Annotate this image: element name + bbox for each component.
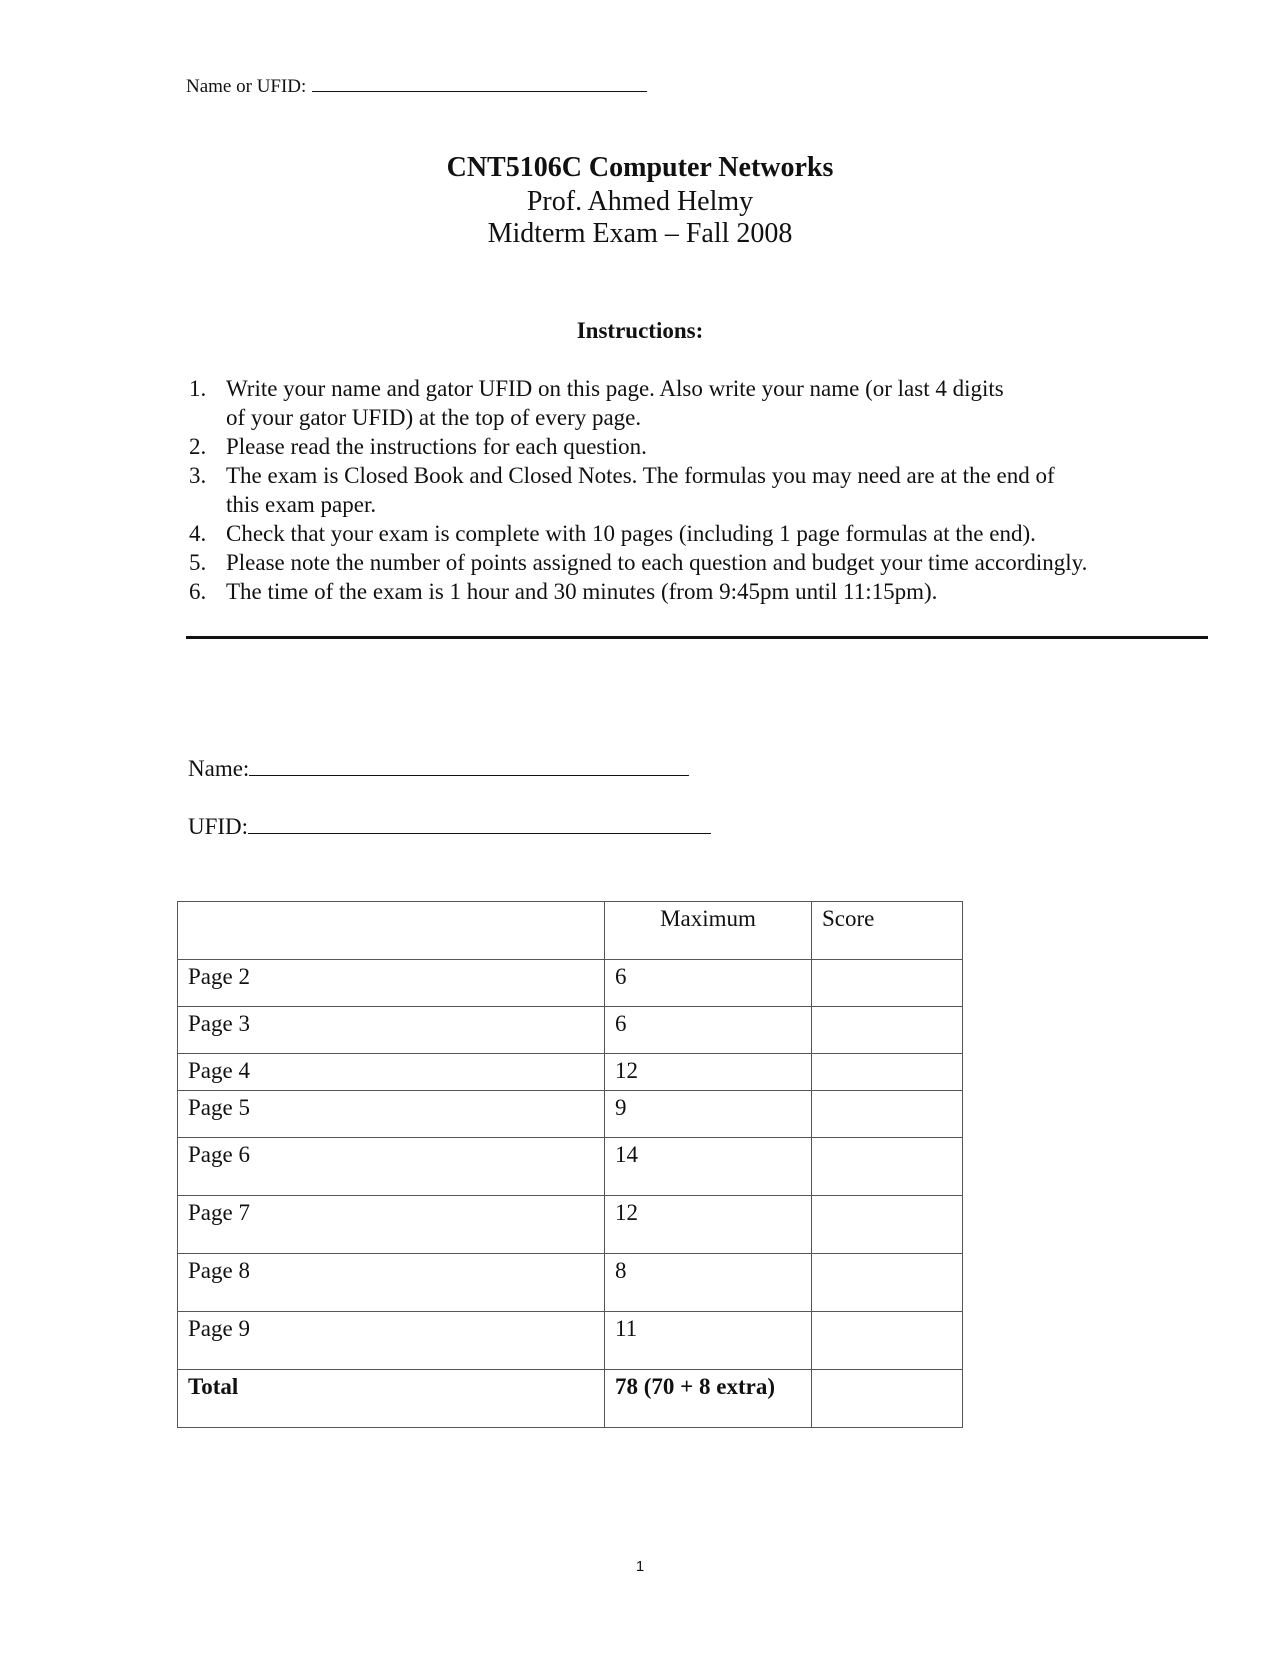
table-row: [178, 1007, 963, 1054]
row-label-cell: Page 8: [178, 1254, 605, 1312]
table-row: [178, 1138, 963, 1196]
row-score-cell[interactable]: [812, 1054, 963, 1091]
instruction-number: 2.: [189, 434, 207, 459]
instruction-number: 1.: [189, 376, 207, 401]
total-label-cell: Total: [178, 1370, 605, 1428]
instruction-item: [186, 461, 1186, 519]
row-maximum-cell: 11: [605, 1312, 812, 1370]
instruction-text: The exam is Closed Book and Closed Notes. The formulas you may need are at the end of: [226, 463, 1055, 488]
title-block: [0, 150, 1280, 250]
row-score-cell[interactable]: [812, 1312, 963, 1370]
instruction-item: [186, 577, 1186, 606]
row-score-cell[interactable]: [812, 1091, 963, 1138]
exam-title: Midterm Exam – Fall 2008: [487, 218, 793, 249]
ufid-field-label: UFID:: [188, 814, 249, 839]
instructions-heading: Instructions:: [576, 318, 704, 343]
row-label-cell: Page 6: [178, 1138, 605, 1196]
row-score-cell[interactable]: [812, 1196, 963, 1254]
score-table: [177, 901, 963, 1428]
row-maximum-cell: 8: [605, 1254, 812, 1312]
instruction-item: [186, 519, 1186, 548]
course-title: CNT5106C Computer Networks: [446, 152, 834, 183]
header-name-ufid-blank[interactable]: [312, 77, 647, 92]
row-label-cell: Page 3: [178, 1007, 605, 1054]
row-label-cell: Page 7: [178, 1196, 605, 1254]
total-maximum-cell: 78 (70 + 8 extra): [605, 1370, 812, 1428]
instructions-list: [186, 374, 1186, 606]
row-maximum-cell: 12: [605, 1054, 812, 1091]
header-label-cell: [178, 902, 605, 960]
instruction-text: Please read the instructions for each question.: [226, 434, 647, 459]
instruction-number: 5.: [189, 550, 207, 575]
instruction-text-continued: of your gator UFID) at the top of every page.: [226, 405, 642, 430]
instruction-text: Write your name and gator UFID on this page. Also write your name (or last 4 digits: [226, 376, 1004, 401]
header-name-ufid-label: Name or UFID:: [186, 76, 307, 97]
row-label-cell: Page 9: [178, 1312, 605, 1370]
instruction-number: 6.: [189, 579, 207, 604]
instruction-number: 3.: [189, 463, 207, 488]
row-score-cell[interactable]: [812, 1007, 963, 1054]
total-score-cell[interactable]: [812, 1370, 963, 1428]
table-row: [178, 1054, 963, 1091]
instruction-text: The time of the exam is 1 hour and 30 minutes (from 9:45pm until 11:15pm).: [226, 579, 938, 604]
header-name-ufid: [186, 76, 647, 98]
row-maximum-cell: 6: [605, 1007, 812, 1054]
instruction-item: [186, 432, 1186, 461]
row-score-cell[interactable]: [812, 1138, 963, 1196]
page-number: 1: [635, 1558, 645, 1575]
row-maximum-cell: 6: [605, 960, 812, 1007]
table-row: [178, 1091, 963, 1138]
ufid-field: [188, 814, 711, 840]
table-row: [178, 1312, 963, 1370]
instruction-text: Please note the number of points assigned to each question and budget your time accordingly.: [226, 550, 1088, 575]
row-maximum-cell: 12: [605, 1196, 812, 1254]
table-row: [178, 1254, 963, 1312]
row-maximum-cell: 9: [605, 1091, 812, 1138]
row-label-cell: Page 5: [178, 1091, 605, 1138]
instruction-text-continued: this exam paper.: [226, 492, 377, 517]
header-score-cell: Score: [812, 902, 963, 960]
section-divider: [186, 636, 1208, 639]
row-score-cell[interactable]: [812, 1254, 963, 1312]
instruction-number: 4.: [189, 521, 207, 546]
name-field: [188, 756, 689, 782]
name-field-blank[interactable]: [249, 757, 689, 776]
instruction-item: [186, 548, 1186, 577]
row-maximum-cell: 14: [605, 1138, 812, 1196]
instruction-item: [186, 374, 1186, 432]
name-field-label: Name:: [188, 756, 250, 781]
row-label-cell: Page 2: [178, 960, 605, 1007]
header-maximum-cell: Maximum: [605, 902, 812, 960]
row-score-cell[interactable]: [812, 960, 963, 1007]
score-table-header-row: [178, 902, 963, 960]
table-total-row: [178, 1370, 963, 1428]
row-label-cell: Page 4: [178, 1054, 605, 1091]
table-row: [178, 1196, 963, 1254]
instruction-text: Check that your exam is complete with 10 pages (including 1 page formulas at the end).: [226, 521, 1036, 546]
professor-name: Prof. Ahmed Helmy: [526, 186, 754, 217]
ufid-field-blank[interactable]: [248, 815, 711, 834]
table-row: [178, 960, 963, 1007]
